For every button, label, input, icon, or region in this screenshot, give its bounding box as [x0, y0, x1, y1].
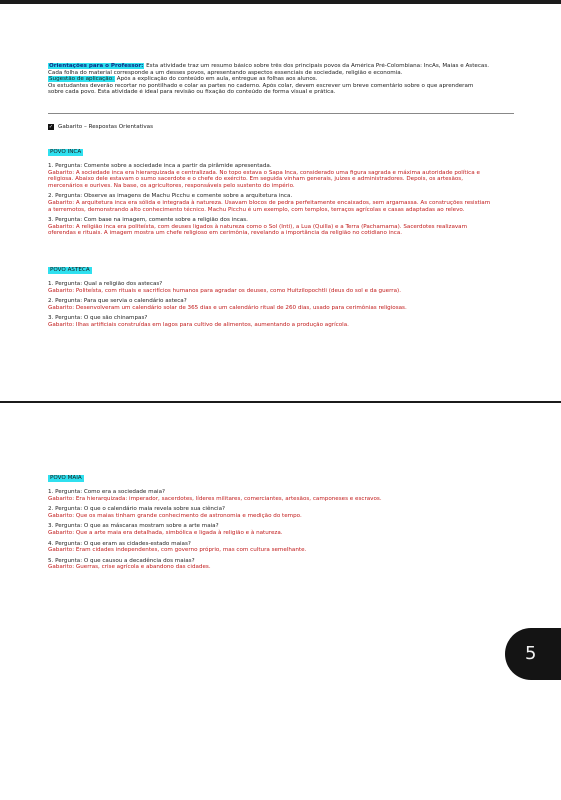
- answer: Gabarito: Ilhas artificiais construídas em lagos para cultivo de alimentos, aumentando a produção agrícola.: [48, 321, 349, 328]
- question: 5. Pergunta: O que causou a decadência dos maias?: [48, 557, 195, 564]
- page-number-badge: 5: [505, 628, 561, 680]
- intro-line-1: Orientações para o Professor: Esta atividade traz um resumo básico sobre três dos principais povos da América Pré-Colombiana: IncAs, Maias e Astecas.: [49, 63, 490, 69]
- maia-tag: POVO MAIA: [50, 475, 82, 481]
- intro-line-2: Cada folha do material corresponde a um desses povos, apresentando aspectos essenciais de sociedade, religião e economia.: [48, 69, 403, 76]
- divider: [48, 113, 514, 114]
- question: 2. Pergunta: Para que servia o calendário asteca?: [48, 298, 187, 305]
- answer: Gabarito: Desenvolveram um calendário solar de 365 dias e um calendário ritual de 260 dias, usado para cerimônias religiosas.: [48, 304, 407, 311]
- question: 1. Pergunta: Qual a religião dos astecas?: [48, 281, 163, 287]
- answer: mercenários e ourives. Na base, os agricultores, responsáveis pelo sustento do império.: [48, 182, 295, 189]
- answer: Gabarito: A religião inca era politeísta, com deuses ligados à natureza como o Sol (Inti), a Lua (Quilla) e a Terra (Pachamama). Sacerdotes realizavam: [48, 223, 468, 230]
- section-maia: [48, 464, 516, 575]
- question: 1. Pergunta: Como era a sociedade maia?: [48, 489, 165, 495]
- intro-line-3: Sugestão de aplicação: Após a explicação do conteúdo em aula, entregue as folhas aos alunos.: [49, 76, 318, 83]
- teacher-instructions: [48, 63, 516, 96]
- question: 1. Pergunta: Comente sobre a sociedade inca a partir da pirâmide apresentada.: [48, 163, 272, 169]
- answer: oferendas e rituais. A imagem mostra um chefe religioso em cerimônia, revelando a importância da religião no cotidiano inca.: [48, 230, 403, 237]
- answer: Gabarito: Era hierarquizada: imperador, sacerdotes, líderes militares, comerciantes, artesãos, camponeses e escravos.: [48, 495, 382, 502]
- top-border: [0, 0, 561, 4]
- application-label: Sugestão de aplicação:: [49, 76, 114, 83]
- answer: Gabarito: Que os maias tinham grande conhecimento de astronomia e medição do tempo.: [48, 512, 302, 519]
- gabarito-heading: [48, 124, 516, 130]
- question: 2. Pergunta: O que o calendário maia revela sobre sua ciência?: [48, 506, 225, 513]
- checkbox-icon: ✓: [48, 124, 54, 130]
- answer: Gabarito: Que a arte maia era detalhada, simbólica e ligada à religião e à natureza.: [48, 529, 283, 536]
- asteca-tag: POVO ASTECA: [50, 267, 90, 273]
- gabarito-title: Gabarito – Respostas Orientativas: [58, 124, 154, 130]
- answer: religiosa. Abaixo dele estavam o sumo sacerdote e o chefe do exército. Em seguida vinham generais, juízes e administradores. Depois, os artesãos,: [48, 176, 464, 183]
- answer: Gabarito: Guerras, crise agrícola e abandono das cidades.: [48, 564, 211, 571]
- question: 3. Pergunta: O que são chinampas?: [48, 315, 148, 322]
- answer: a terremotos, demonstrando alto conhecimento técnico. Machu Picchu é um exemplo, com templos, terraços agrícolas e casas adaptadas ao relevo.: [48, 206, 465, 213]
- question: 2. Pergunta: Observe as imagens de Machu Picchu e comente sobre a arquitetura inca.: [48, 193, 293, 200]
- question: 3. Pergunta: Com base na imagem, comente sobre a religião dos incas.: [48, 217, 248, 224]
- page-separator: [0, 401, 561, 403]
- section-asteca: [48, 256, 516, 333]
- question: 3. Pergunta: O que as máscaras mostram sobre a arte maia?: [48, 523, 219, 530]
- answer: Gabarito: Politeísta, com rituais e sacrifícios humanos para agradar os deuses, como Huitzilopochtli (deus do sol e da guerra).: [48, 287, 401, 294]
- inca-tag: POVO INCA: [50, 149, 82, 155]
- question: 4. Pergunta: O que eram as cidades-estado maias?: [48, 540, 191, 547]
- intro-line-5: sobre cada povo. Esta atividade é ideal para revisão ou fixação do conteúdo de forma visual e prática.: [48, 89, 336, 96]
- answer: Gabarito: A sociedade inca era hierarquizada e centralizada. No topo estava o Sapa Inca, considerado uma figura sagrada e máxima autoridade política e: [48, 169, 480, 176]
- answer: Gabarito: Eram cidades independentes, com governo próprio, mas com cultura semelhante.: [48, 547, 307, 554]
- answer-key: [48, 124, 516, 130]
- teacher-label: Orientações para o Professor:: [49, 63, 144, 69]
- section-inca: [48, 138, 516, 241]
- answer: Gabarito: A arquitetura inca era sólida e integrada à natureza. Usavam blocos de pedra perfeitamente encaixados, sem argamassa. As construções resistiam: [48, 199, 491, 206]
- intro-line-4: Os estudantes deverão recortar no pontilhado e colar as partes no caderno. Após colar, devem escrever um breve comentário sobre o que aprenderam: [48, 82, 474, 89]
